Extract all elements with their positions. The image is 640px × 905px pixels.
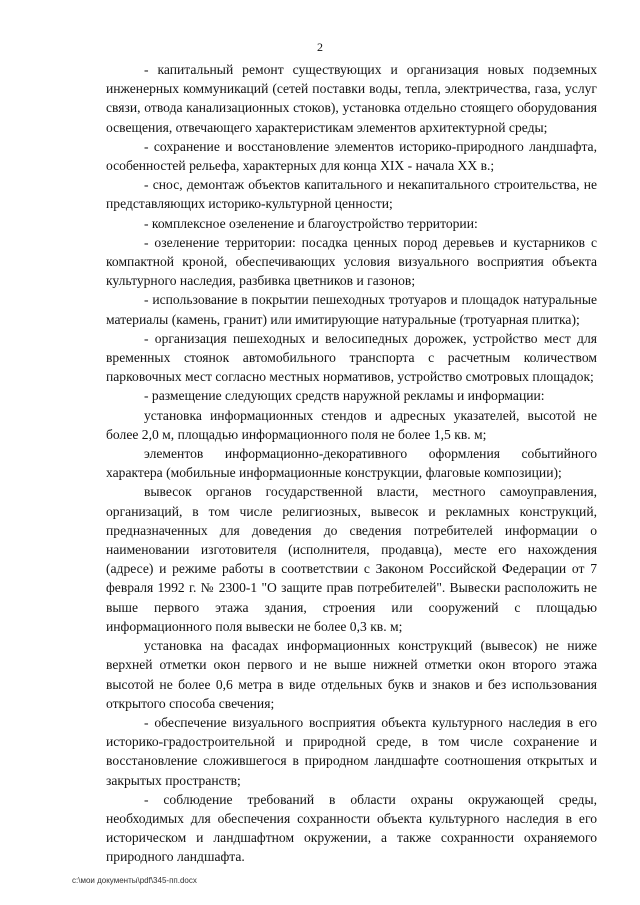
paragraph-landscaping: - комплексное озеленение и благоустройство территории: [144,215,478,231]
footer-file-path: c:\мои документы\pdf\345-пп.docx [72,876,197,885]
paragraph-paths-parking: - организация пешеходных и велосипедных дорожек, устройство мест для временных стоянок автомобильного транспорта с расчетным количеством парковочных мест согласно местных нормативов, устройство смотровых площадок; [106,330,597,385]
document-body [106,60,597,867]
paragraph-facade-signs: установка на фасадах информационных конструкций (вывесок) не ниже верхней отметки окон первого и не выше нижней отметки окон второго этажа высотой не более 0,6 метра в виде отдельных букв и знаков и без использования открытого способа свечения; [106,638,597,711]
paragraph-environment-protection: - соблюдение требований в области охраны окружающей среды, необходимых для обеспечения сохранности объекта культурного наследия в его историческом и ландшафтном окружении, а также сохранности охраняемого природного ландшафта. [106,791,597,865]
page-number: 2 [317,40,323,54]
paragraph-signboards: вывесок органов государственной власти, местного самоуправления, организаций, в том числе религиозных, вывесок и рекламных конструкций, предназначенных для доведения до сведения потребителей информации о наименовании изготовителя (исполнителя, продавца), месте его нахождения (адресе) и режиме работы в соответствии с Законом Российской Федерации от 7 февраля 1992 г. № 2300-1 "О защите прав потребителей". Вывески расположить не выше первого этажа здания, строения или сооружений с площадью информационного поля вывески не более 0,3 кв. м; [106,484,597,634]
paragraph-landscape-preservation: - сохранение и восстановление элементов историко-природного ландшафта, особенностей рельефа, характерных для конца XIX - начала XX в.; [106,138,597,174]
paragraph-visual-perception: - обеспечение визуального восприятия объекта культурного наследия в его историко-градостроительной и природной среде, в том числе сохранение и восстановление сложившегося в природном ландшафте соотношения открытых и закрытых пространств; [106,714,597,788]
paragraph-paving-materials: - использование в покрытии пешеходных тротуаров и площадок натуральные материалы (камень, гранит) или имитирующие натуральные (тротуарная плитка); [106,292,597,327]
paragraph-decorative-elements: элементов информационно-декоративного оформления событийного характера (мобильные информационные конструкции, флаговые композиции); [106,446,597,481]
paragraph-greening: - озеленение территории: посадка ценных пород деревьев и кустарников с компактной кроной, обеспечивающих условия визуального восприятия объекта культурного наследия, разбивка цветников и газонов; [106,234,597,289]
paragraph-utility-networks: - капитальный ремонт существующих и организация новых подземных инженерных коммуникаций (сетей поставки воды, тепла, электричества, газа, услуг связи, отвода канализационных стоков), установка отдельно стоящего оборудования освещения, отвечающего характеристикам элементов архитектурной среды; [106,62,597,135]
paragraph-advertising: - размещение следующих средств наружной рекламы и информации: [144,388,545,404]
paragraph-info-stands: установка информационных стендов и адресных указателей, высотой не более 2,0 м, площадью информационного поля не более 1,5 кв. м; [106,407,597,442]
paragraph-demolition: - снос, демонтаж объектов капитального и некапитального строительства, не представляющих историко-культурной ценности; [106,177,597,212]
